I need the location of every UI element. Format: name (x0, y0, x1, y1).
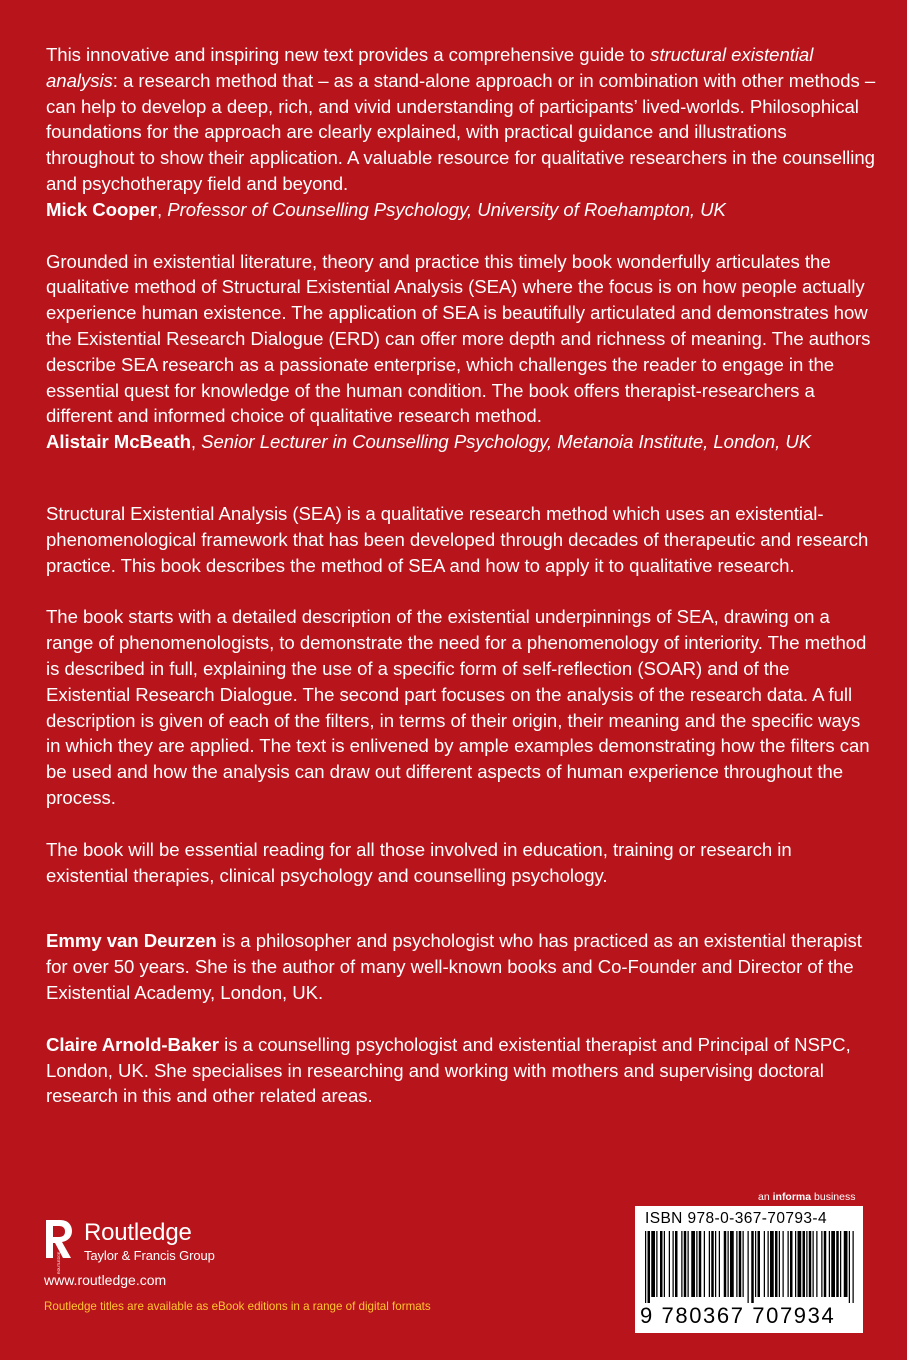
barcode-bar (751, 1231, 754, 1303)
barcode-bar (739, 1231, 742, 1297)
endorsement-1-affiliation: Professor of Counselling Psychology, University of Roehampton, UK (167, 198, 726, 220)
barcode-bar (673, 1231, 674, 1297)
barcode-bars (643, 1231, 855, 1303)
barcode-bar (829, 1231, 830, 1297)
barcode-bar (645, 1231, 646, 1303)
publisher-block (44, 1218, 524, 1313)
barcode-bar (770, 1231, 774, 1297)
endorsement-2-affiliation: Senior Lecturer in Counselling Psychology, Metanoia Institute, London, UK (201, 431, 812, 453)
barcode-bar (715, 1231, 716, 1297)
barcode-bar (681, 1231, 682, 1297)
endorsement-2-attribution: Alistair McBeath, Senior Lecturer in Counselling Psychology, Metanoia Institute, London, UK (46, 431, 812, 453)
barcode-bar (849, 1231, 850, 1303)
barcode-bar (684, 1231, 687, 1297)
barcode-bar (688, 1231, 689, 1297)
description-paragraph: The book starts with a detailed description of the existential underpinnings of SEA, drawing on a range of phenomenologists, to demonstrate the need for a phenomenology of interiority. The method is described in full, explaining the use of a specific form of self-reflection (SOAR) and of the Existential Research Dialogue. The second part focuses on the analysis of the research data. A full description is given of each of the filters, in terms of their origin, their meaning and the specific ways in which they are applied. The text is enlivened by ample examples demonstrating how the filters can be used and how the analysis can draw out different aspects of human experience throughout the process. (46, 606, 870, 808)
barcode-bar (816, 1231, 817, 1297)
barcode-bar (660, 1231, 663, 1297)
back-cover-text (46, 42, 876, 1109)
endorsement-2 (46, 249, 876, 455)
isbn-barcode (635, 1206, 863, 1333)
endorsement-1 (46, 42, 876, 223)
barcode-bar (844, 1231, 848, 1297)
barcode-bar (809, 1231, 812, 1297)
barcode-bar (840, 1231, 841, 1297)
barcode-bar (736, 1231, 737, 1297)
barcode-bar (711, 1231, 714, 1297)
barcode-bar (648, 1231, 651, 1303)
description-paragraph: The book will be essential reading for all those involved in education, training or research in existential therapies, clinical psychology and counselling psychology. (46, 838, 792, 886)
barcode-digits: 9 780367 707934 (640, 1303, 836, 1328)
publisher-name: Routledge (84, 1219, 192, 1246)
barcode-bar (783, 1231, 784, 1297)
barcode-bar (755, 1231, 756, 1297)
barcode-bar (669, 1231, 670, 1297)
barcode-bar (724, 1231, 727, 1297)
barcode-bar (779, 1231, 780, 1297)
endorsement-1-attribution: Mick Cooper, Professor of Counselling Psychology, University of Roehampton, UK (46, 198, 726, 220)
barcode-bar (775, 1231, 778, 1297)
barcode-bar (790, 1231, 793, 1297)
barcode-bar (709, 1231, 710, 1297)
barcode-bar (788, 1231, 789, 1297)
routledge-r-logo-icon (44, 1218, 74, 1276)
barcode-bar (656, 1231, 657, 1297)
author-name-2: Claire Arnold-Baker (46, 1033, 219, 1055)
barcode-bar (824, 1231, 827, 1297)
barcode-bar (806, 1231, 807, 1297)
barcode-bar (730, 1231, 734, 1297)
ebook-availability-note: Routledge titles are available as eBook editions in a range of digital formats (44, 1300, 431, 1313)
barcode-bar (728, 1231, 729, 1297)
informa-business-tag: an informa business (758, 1191, 856, 1203)
barcode-bar (798, 1231, 802, 1297)
isbn-label: ISBN 978-0-367-70793-4 (645, 1210, 827, 1227)
endorsement-2-author: Alistair McBeath (46, 431, 191, 453)
barcode-bar (813, 1231, 814, 1297)
author-name-1: Emmy van Deurzen (46, 930, 217, 952)
barcode-bar (803, 1231, 806, 1297)
barcode-bar (699, 1231, 702, 1297)
publisher-website: www.routledge.com (44, 1272, 167, 1288)
barcode-bar (675, 1231, 678, 1297)
description-paragraph: Structural Existential Analysis (SEA) is a qualitative research method which uses an existential-phenomenological framework that has been developed through decades of therapeutic and research practice. This book describes the method of SEA and how to apply it to qualitative research. (46, 502, 869, 576)
barcode-bar (696, 1231, 697, 1297)
author-bio-2: Claire Arnold-Baker is a counselling psychologist and existential therapist and Principal of NSPC, London, UK. She specialises in researching and working with mothers and supervising doctoral research in this and other related areas. (46, 1033, 851, 1107)
barcode-bar (691, 1231, 695, 1297)
barcode-bar (743, 1231, 744, 1297)
barcode-bar (831, 1231, 835, 1297)
routledge-logo (44, 1218, 524, 1276)
barcode-bar (758, 1231, 761, 1297)
barcode-bar (764, 1231, 765, 1297)
endorsement-1-author: Mick Cooper (46, 198, 158, 220)
endorsement-1-italic-term: structural existential analysis (46, 44, 814, 91)
barcode-bar (821, 1231, 822, 1297)
endorsement-1-text: This innovative and inspiring new text provides a comprehensive guide to structural existential analysis: a research method that – as a stand-alone approach or in combination with other methods – can help to develop a deep, rich, and vivid understanding of participants’ lived-worlds. Philosophical foundations for the approach are clearly explained, with practical guidance and illustrations throughout to show their application. A valuable resource for qualitative researchers in the counselling and psychotherapy field and beyond. (46, 44, 876, 194)
barcode-bar (664, 1231, 665, 1297)
barcode-bar (719, 1231, 720, 1297)
barcode-bar (795, 1231, 796, 1297)
endorsement-2-text: Grounded in existential literature, theory and practice this timely book wonderfully articulates the qualitative method of Structural Existential Analysis (SEA) where the focus is on how people actually experience human existence. The application of SEA is beautifully articulated and demonstrates how the Existential Research Dialogue (ERD) can offer more depth and richness of meaning. The authors describe SEA research as a passionate enterprise, which challenges the reader to engage in the essential quest for knowledge of the human condition. The book offers therapist-researchers a different and informed choice of qualitative research method. (46, 250, 871, 427)
barcode-bar (704, 1231, 705, 1297)
svg-text:ROUTLEDGE: ROUTLEDGE (57, 1251, 61, 1274)
publisher-group: Taylor & Francis Group (84, 1248, 215, 1263)
barcode-bar (748, 1231, 749, 1303)
barcode-bar (768, 1231, 769, 1297)
barcode-bar (853, 1231, 854, 1303)
barcode-bar (836, 1231, 839, 1297)
author-bio-1: Emmy van Deurzen is a philosopher and psychologist who has practiced as an existential therapist for over 50 years. She is the author of many well-known books and Co-Founder and Director of the Existential Academy, London, UK. (46, 930, 862, 1003)
barcode-bar (651, 1231, 655, 1297)
